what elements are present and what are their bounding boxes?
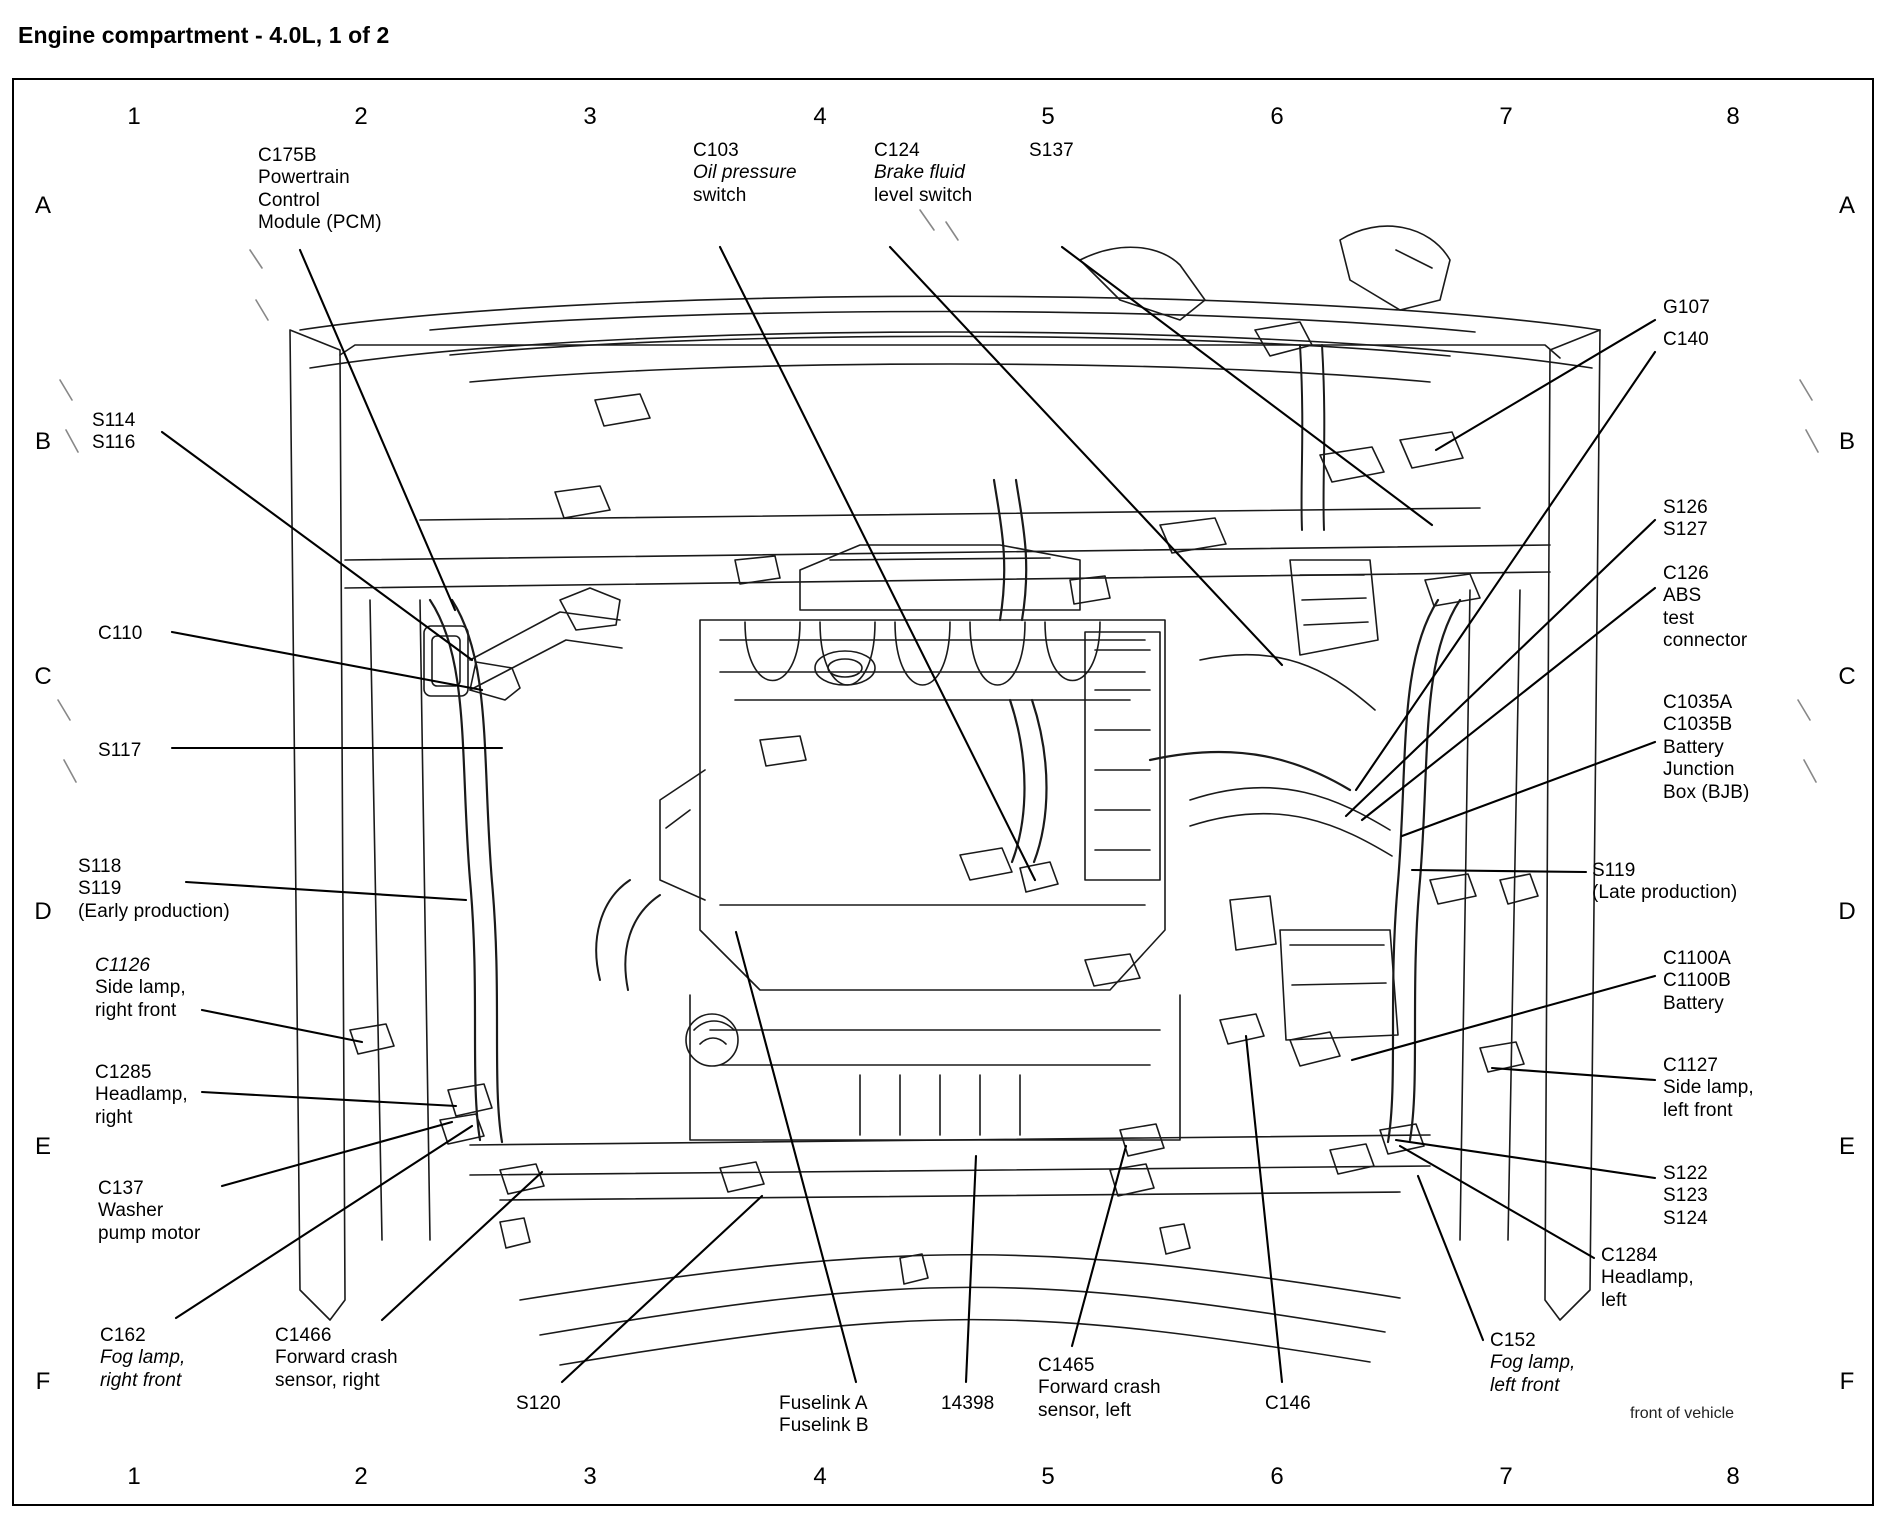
front-of-vehicle-note: front of vehicle [1630,1405,1735,1422]
page-title: Engine compartment - 4.0L, 1 of 2 [18,22,390,48]
grid-row-right-c: C [1838,663,1856,690]
grid-col-top-7: 7 [1499,103,1513,130]
grid-row-right-d: D [1838,898,1856,925]
grid-row-right-a: A [1838,192,1855,219]
grid-col-bottom-3: 3 [583,1463,597,1490]
grid-col-bottom-5: 5 [1041,1463,1055,1490]
label-c110: C110 [98,623,143,644]
grid-row-left-b: B [34,428,51,455]
grid-row-right-e: E [1838,1133,1855,1160]
grid-row-left-f: F [35,1368,51,1395]
label-s119-late: S119 (Late production) [1592,860,1738,904]
grid-row-left-e: E [34,1133,51,1160]
label-c1284: C1284 Headlamp, left [1601,1245,1694,1311]
grid-col-bottom-8: 8 [1726,1463,1740,1490]
label-fuselink: Fuselink A Fuselink B [779,1393,869,1437]
label-c1100: C1100A C1100B Battery [1663,948,1731,1014]
label-14398: 14398 [941,1393,995,1414]
label-c124: C124 Brake fluid level switch [874,140,973,206]
grid-row-right-b: B [1838,428,1855,455]
grid-col-bottom-1: 1 [127,1463,141,1490]
grid-row-left-c: C [34,663,52,690]
label-c103: C103 Oil pressure switch [693,140,797,206]
grid-col-top-3: 3 [583,103,597,130]
label-s137: S137 [1029,140,1074,161]
grid-col-top-5: 5 [1041,103,1055,130]
label-c146: C146 [1265,1393,1311,1414]
grid-row-right-f: F [1839,1368,1855,1395]
grid-col-top-2: 2 [354,103,368,130]
label-s114-s116: S114 S116 [92,410,136,454]
grid-col-bottom-7: 7 [1499,1463,1513,1490]
label-s118-s119-early: S118 S119 (Early production) [78,856,230,922]
label-c1035: C1035A C1035B Battery Junction Box (BJB) [1663,692,1750,803]
grid-col-top-8: 8 [1726,103,1740,130]
diagram-frame [12,78,1874,1506]
label-c175b: C175B Powertrain Control Module (PCM) [258,145,382,234]
label-c1285: C1285 Headlamp, right [95,1062,188,1128]
label-s120: S120 [516,1393,561,1414]
grid-row-left-a: A [34,192,51,219]
grid-col-top-4: 4 [813,103,827,130]
label-c137: C137 Washer pump motor [98,1178,201,1244]
grid-col-bottom-4: 4 [813,1463,827,1490]
grid-col-top-1: 1 [127,103,141,130]
grid-col-bottom-2: 2 [354,1463,368,1490]
label-c1127: C1127 Side lamp, left front [1663,1055,1754,1121]
label-g107: G107 [1663,297,1710,318]
label-s126-s127: S126 S127 [1663,497,1708,541]
label-c1465: C1465 Forward crash sensor, left [1038,1355,1161,1421]
grid-col-bottom-6: 6 [1270,1463,1284,1490]
grid-row-left-d: D [34,898,52,925]
label-c152: C152 Fog lamp, left front [1490,1330,1576,1396]
label-c140: C140 [1663,329,1709,350]
grid-col-top-6: 6 [1270,103,1284,130]
label-c162: C162 Fog lamp, right front [100,1325,186,1391]
label-c1466: C1466 Forward crash sensor, right [275,1325,398,1391]
label-s117: S117 [98,740,142,761]
label-s122-s123-s124: S122 S123 S124 [1663,1163,1708,1229]
label-c1126: C1126 Side lamp, right front [95,955,186,1021]
label-c126: C126 ABS test connector [1663,563,1748,652]
